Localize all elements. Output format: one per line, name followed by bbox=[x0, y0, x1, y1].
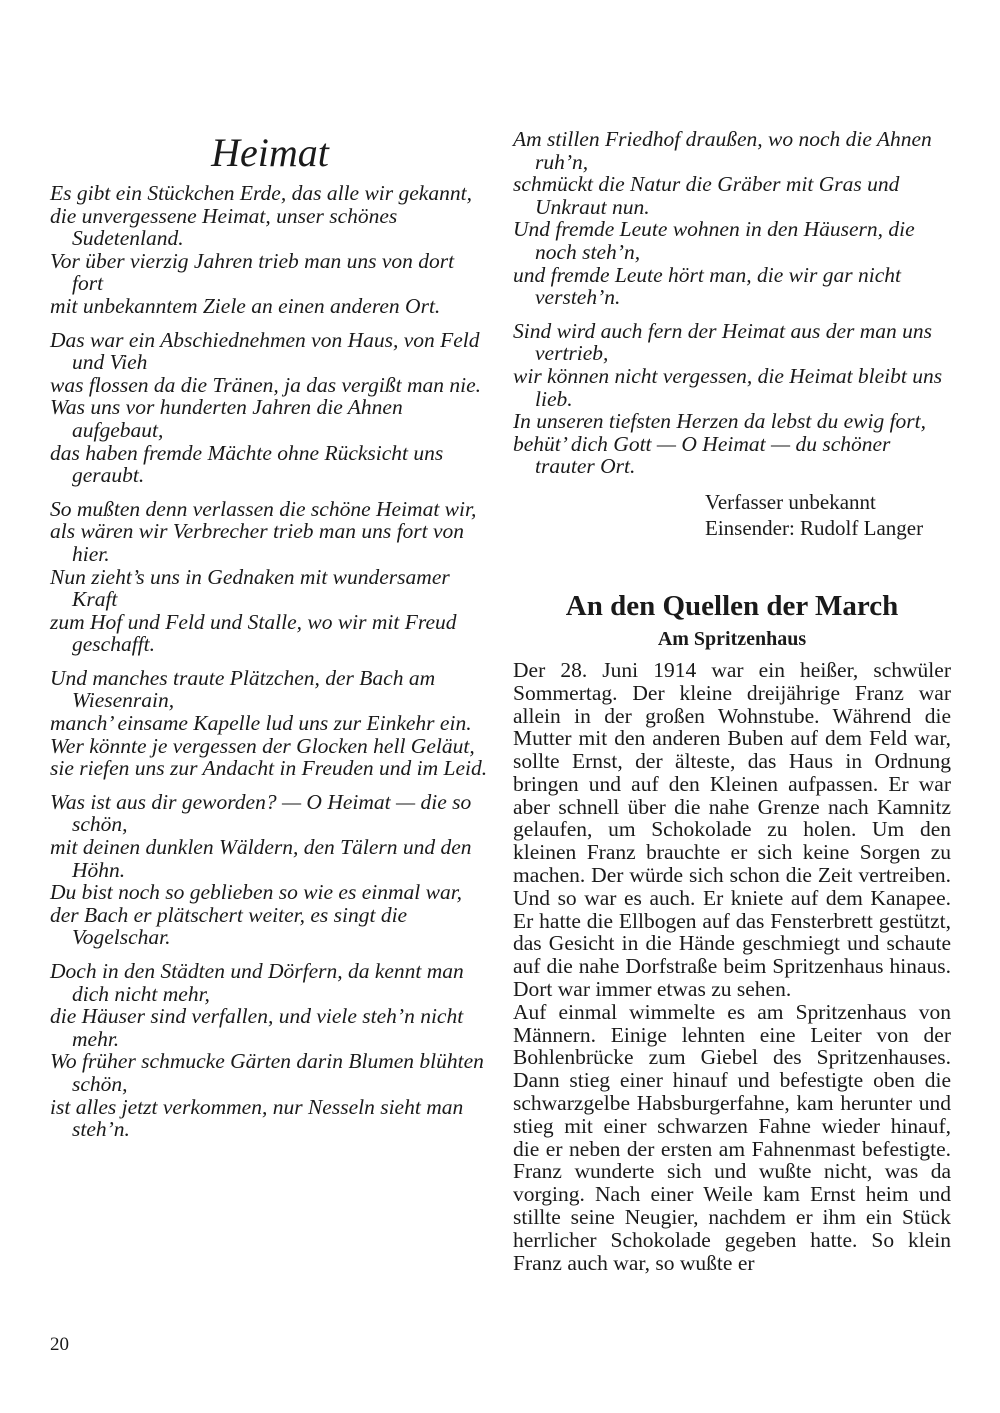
poem-stanzas-right bbox=[513, 128, 951, 478]
poem-author: Verfasser unbekannt bbox=[705, 489, 876, 514]
poem-line: was flossen da die Tränen, ja das vergißt man nie. bbox=[50, 372, 481, 397]
story-subtitle: Am Spritzenhaus bbox=[657, 627, 807, 650]
poem-stanza bbox=[50, 329, 490, 487]
left-column bbox=[50, 128, 490, 1152]
poem-line: die Häuser sind verfallen, und viele steh’n nicht mehr. bbox=[50, 1004, 464, 1051]
poem-line: sie riefen uns zur Andacht in Freuden und im Leid. bbox=[50, 756, 488, 781]
page-number: 20 bbox=[50, 1334, 69, 1355]
poem-line: Sind wird auch fern der Heimat aus der man uns vertrieb, bbox=[513, 318, 933, 366]
poem-line: mit deinen dunklen Wäldern, den Tälern und den Höhn. bbox=[50, 835, 472, 882]
poem-line: zum Hof und Feld und Stalle, wo wir mit Freud geschafft. bbox=[50, 609, 457, 657]
poem-line: die unvergessene Heimat, unser schönes Sudetenland. bbox=[50, 203, 398, 251]
story-body bbox=[513, 659, 951, 1275]
poem-line: So mußten denn verlassen die schöne Heimat wir, bbox=[50, 496, 477, 521]
poem-stanza bbox=[513, 320, 951, 478]
poem-line: ist alles jetzt verkommen, nur Nesseln sieht man steh’n. bbox=[50, 1094, 464, 1142]
poem-line: wir können nicht vergessen, die Heimat bleibt uns lieb. bbox=[513, 363, 943, 411]
poem-line: Das war ein Abschiednehmen von Haus, von Feld und Vieh bbox=[50, 327, 480, 375]
story-paragraph: Auf einmal wimmelte es am Spritzenhaus von Männern. Einige lehnten eine Leiter von der Bohlenbrücke zum Giebel des Spritzenhauses. Dann stieg einer hinauf und befestigte oben die schwarzgelbe Habsburgerfahne, kam herunter und stieg mit einer schwarzen Fahne wieder hinauf, die er neben der ersten am Fahnenmast befestigte. Franz wunderte sich und wußte nicht, was da vorging. Nach einer Weile kam Ernst heim und stillte seine Neugier, nachdem er ihm ein Stück herrlicher Schokolade gegeben hatte. So klein Franz auch war, so wußte er bbox=[513, 999, 951, 1275]
poem-line: Du bist noch so geblieben so wie es einmal war, bbox=[50, 880, 463, 905]
poem-sender: Einsender: Rudolf Langer bbox=[705, 515, 924, 540]
poem-line: Nun zieht’s uns in Gednaken mit wundersamer Kraft bbox=[50, 564, 450, 612]
poem-line: Wer könnte je vergessen der Glocken hell Geläut, bbox=[50, 733, 475, 758]
poem-line: Und fremde Leute wohnen in den Häusern, die noch steh’n, bbox=[513, 217, 915, 264]
poem-line: Es gibt ein Stückchen Erde, das alle wir gekannt, bbox=[50, 181, 472, 205]
poem-line: als wären wir Verbrecher trieb man uns fort von hier. bbox=[50, 519, 465, 566]
poem-stanza bbox=[50, 498, 490, 656]
story-paragraph: Der 28. Juni 1914 war ein heißer, schwüler Sommertag. Der kleine dreijährige Franz war allein in der großen Wohnstube. Während die Mutter mit den anderen Buben auf dem Feld war, sollte Ernst, der älteste, das Haus in Ordnung bringen und auf den Kleinen aufpassen. Er war aber schnell über die nahe Grenze nach Kamnitz gelaufen, um Schokolade zu holen. Um den kleinen Franz brauchte er sich keine Sorgen zu machen. Der würde sich schon die Zeit vertreiben. Und so war es auch. Er kniete auf dem Kanapee. Er hatte die Ellbogen auf das Fensterbrett gestützt, das Gesicht in die Hände geschmiegt und schaute auf die nahe Dorfstraße beim Spritzenhaus hinaus. Dort war immer etwas zu sehen. bbox=[513, 657, 951, 1002]
story-title: An den Quellen der March bbox=[565, 589, 899, 622]
poem-stanza bbox=[513, 128, 951, 309]
poem-line: In unseren tiefsten Herzen da lebst du ewig fort, bbox=[513, 409, 927, 434]
poem-stanza bbox=[50, 960, 490, 1141]
poem-title: Heimat bbox=[211, 130, 329, 175]
poem-line: Was ist aus dir geworden? — O Heimat — die so schön, bbox=[50, 789, 472, 837]
poem-line: Und manches traute Plätzchen, der Bach am Wiesenrain, bbox=[50, 665, 436, 713]
poem-line: Am stillen Friedhof draußen, wo noch die Ahnen ruh’n, bbox=[513, 127, 932, 174]
poem-line: Doch in den Städten und Dörfern, da kennt man dich nicht mehr, bbox=[50, 959, 464, 1006]
poem-line: Wo früher schmucke Gärten darin Blumen blühten schön, bbox=[50, 1049, 484, 1096]
poem-line: mit unbekanntem Ziele an einen anderen Ort. bbox=[50, 293, 441, 318]
poem-line: der Bach er plätschert weiter, es singt die Vogelschar. bbox=[50, 902, 408, 950]
poem-line: das haben fremde Mächte ohne Rücksicht uns geraubt. bbox=[50, 440, 444, 488]
poem-line: Vor über vierzig Jahren trieb man uns von dort fort bbox=[50, 248, 455, 296]
poem-line: und fremde Leute hört man, die wir gar nicht versteh’n. bbox=[513, 262, 901, 310]
right-column bbox=[513, 128, 951, 1274]
poem-line: manch’ einsame Kapelle lud uns zur Einkehr ein. bbox=[50, 711, 472, 736]
poem-line: behüt’ dich Gott — O Heimat — du schöner trauter Ort. bbox=[513, 431, 891, 479]
poem-stanza bbox=[50, 667, 490, 780]
poem-line: Was uns vor hunderten Jahren die Ahnen aufgebaut, bbox=[50, 395, 403, 442]
poem-stanza bbox=[50, 791, 490, 949]
poem-stanzas-left bbox=[50, 182, 490, 1141]
poem-line: schmückt die Natur die Gräber mit Gras und Unkraut nun. bbox=[513, 172, 900, 219]
poem-stanza bbox=[50, 182, 490, 318]
